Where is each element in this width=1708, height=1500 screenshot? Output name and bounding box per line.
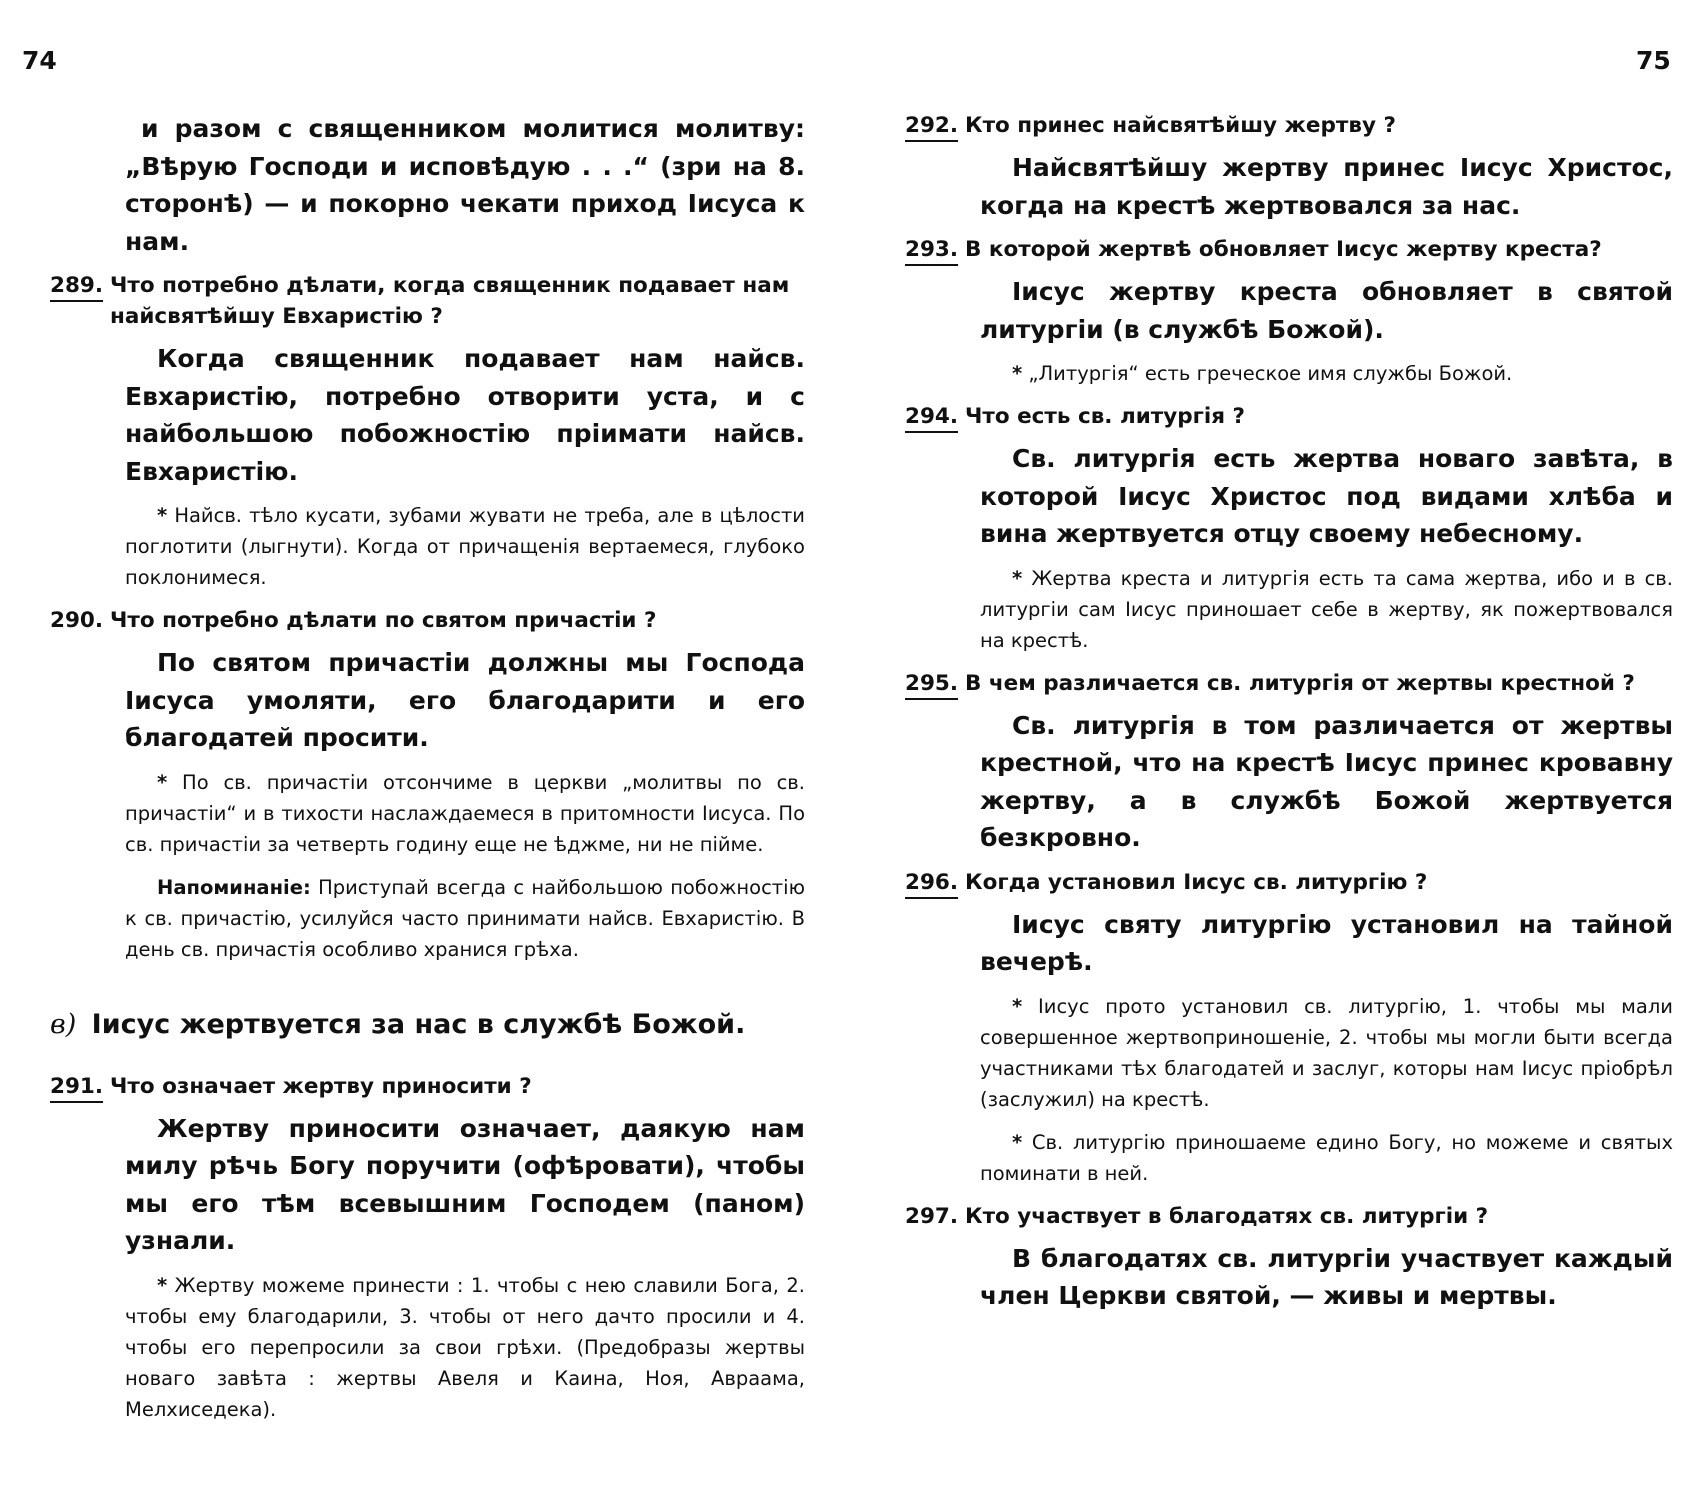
question-293 bbox=[905, 234, 1673, 265]
question-289 bbox=[50, 270, 805, 332]
question-292 bbox=[905, 110, 1673, 141]
question-297 bbox=[905, 1201, 1673, 1232]
continuation-paragraph: и разом с священником молитися молитву: „Вѣрую Господи и исповѣдую . . .“ (зри на 8. сторонѣ) — и покорно чекати приход Іисуса к нам. bbox=[125, 114, 805, 256]
question-number: 290. bbox=[50, 608, 104, 633]
asterisk-icon: * bbox=[157, 504, 168, 527]
answer-290: По святом причастіи должны мы Господа Іисуса умоляти, его благодарити и его благодатей просити. bbox=[125, 648, 805, 752]
note-text: Жертва креста и литургія есть та сама жертва, ибо и в св. литургіи сам Іисус приношает себе в жертву, як пожертвовался на крестѣ. bbox=[980, 566, 1673, 652]
reminder-label: Напоминаніе: bbox=[157, 875, 311, 899]
question-number: 293. bbox=[905, 237, 959, 262]
asterisk-icon: * bbox=[1012, 362, 1023, 385]
answer-289: Когда священник подавает нам найсв. Евхаристію, потребно отворити уста, и с найбольшою побожностію пріимати найсв. Евхаристію. bbox=[125, 344, 805, 486]
note-text: Найсв. тѣло кусати, зубами жувати не треба, але в цѣлости поглотити (лыгнути). Когда от причащенія вертаемеся, глубоко поклонимеся. bbox=[125, 504, 805, 589]
note-296-a bbox=[980, 991, 1673, 1115]
question-number: 295. bbox=[905, 670, 959, 696]
page-number-right: 75 bbox=[1636, 46, 1671, 75]
answer-294: Св. литургія есть жертва новаго завѣта, в которой Іисус Христос под видами хлѣба и вина жертвуется отцу своему небесному. bbox=[980, 444, 1673, 548]
question-text: Когда установил Іисус св. литургію ? bbox=[965, 869, 1428, 895]
asterisk-icon: * bbox=[1012, 566, 1023, 590]
question-number: 292. bbox=[905, 113, 959, 138]
answer-291: Жертву приносити означает, даякую нам милу рѣчь Богу поручити (офѣровати), чтобы мы его тѣм всевышним Господем (паном) узнали. bbox=[125, 1113, 805, 1255]
answer-296: Іисус святу литургію установил на тайной вечерѣ. bbox=[980, 909, 1673, 976]
question-text: Что есть св. литургія ? bbox=[965, 404, 1246, 429]
answer-292: Найсвятѣйшу жертву принес Іисус Христос, когда на крестѣ жертвовался за нас. bbox=[980, 153, 1673, 220]
section-letter: в) bbox=[50, 1008, 77, 1040]
note-293 bbox=[980, 358, 1673, 389]
note-291 bbox=[125, 1270, 805, 1425]
question-number: 297. bbox=[905, 1203, 959, 1229]
note-text: „Литургія“ есть греческое имя службы Божой. bbox=[1028, 362, 1513, 385]
note-296-b bbox=[980, 1127, 1673, 1189]
question-295 bbox=[905, 668, 1673, 699]
note-289 bbox=[125, 500, 805, 593]
asterisk-icon: * bbox=[1012, 1130, 1023, 1154]
answer-293: Іисус жертву креста обновляет в святой литургіи (в службѣ Божой). bbox=[980, 277, 1673, 344]
answer-295: Св. литургія в том различается от жертвы крестной, что на крестѣ Іисус принес кровавну жертву, а в службѣ Божой жертвуется безкровно. bbox=[980, 710, 1673, 852]
section-heading bbox=[50, 1005, 805, 1045]
note-294 bbox=[980, 563, 1673, 656]
asterisk-icon: * bbox=[157, 770, 168, 794]
asterisk-icon: * bbox=[157, 1273, 168, 1297]
answer-297: В благодатях св. литургіи участвует каждый член Церкви святой, — живы и мертвы. bbox=[980, 1243, 1673, 1310]
question-294 bbox=[905, 401, 1673, 432]
question-number: 294. bbox=[905, 404, 959, 429]
question-text: Что потребно дѣлати по святом причастіи ? bbox=[110, 608, 657, 633]
question-296 bbox=[905, 867, 1673, 898]
question-text: В чем различается св. литургія от жертвы крестной ? bbox=[965, 670, 1635, 696]
question-number: 289. bbox=[50, 273, 104, 298]
question-text: В которой жертвѣ обновляет Іисус жертву креста? bbox=[965, 237, 1602, 262]
question-text: Кто принес найсвятѣйшу жертву ? bbox=[965, 113, 1396, 138]
question-text: Что означает жертву приносити ? bbox=[110, 1073, 532, 1099]
asterisk-icon: * bbox=[1012, 994, 1023, 1018]
page-number-left: 74 bbox=[22, 46, 57, 75]
question-number: 296. bbox=[905, 869, 959, 895]
section-title: Іисус жертвуется за нас в службѣ Божой. bbox=[91, 1008, 746, 1040]
note-290 bbox=[125, 767, 805, 860]
reminder-text: Приступай всегда с найбольшою побожностію к св. причастію, усилуйся часто принимати найсв. Евхаристію. В день св. причастія особливо хранися грѣха. bbox=[125, 875, 805, 961]
note-text: По св. причастіи отсончиме в церкви „молитвы по св. причастіи“ и в тихости наслаждаемеся в притомности Іисуса. По св. причастіи за четверть годину еще не ѣджме, ни не пійме. bbox=[125, 770, 805, 856]
question-number: 291. bbox=[50, 1073, 104, 1099]
question-290 bbox=[50, 605, 805, 636]
note-text: Жертву можеме принести : 1. чтобы с нею славили Бога, 2. чтобы ему благодарили, 3. чтобы от него дачто просили и 4. чтобы его перепросили за свои грѣхи. (Предобразы жертвы новаго завѣта : жертвы Авеля и Каина, Ноя, Авраама, Мелхиседека). bbox=[125, 1273, 805, 1421]
question-text: Кто участвует в благодатях св. литургіи ? bbox=[965, 1203, 1489, 1229]
note-text: Іисус прото установил св. литургію, 1. чтобы мы мали совершенное жертвоприношеніе, 2. чтобы мы могли быти всегда участниками тѣх благодатей и заслуг, которы нам Іисус пріобрѣл (заслужил) на крестѣ. bbox=[980, 994, 1673, 1111]
note-text: Св. литургію приношаеме едино Богу, но можеме и святых поминати в ней. bbox=[980, 1130, 1673, 1185]
reminder-note bbox=[125, 872, 805, 965]
question-text: Что потребно дѣлати, когда священник подавает нам найсвятѣйшу Евхаристію ? bbox=[110, 273, 790, 329]
right-page bbox=[905, 110, 1673, 1325]
question-291 bbox=[50, 1071, 805, 1102]
left-page bbox=[50, 110, 805, 1437]
